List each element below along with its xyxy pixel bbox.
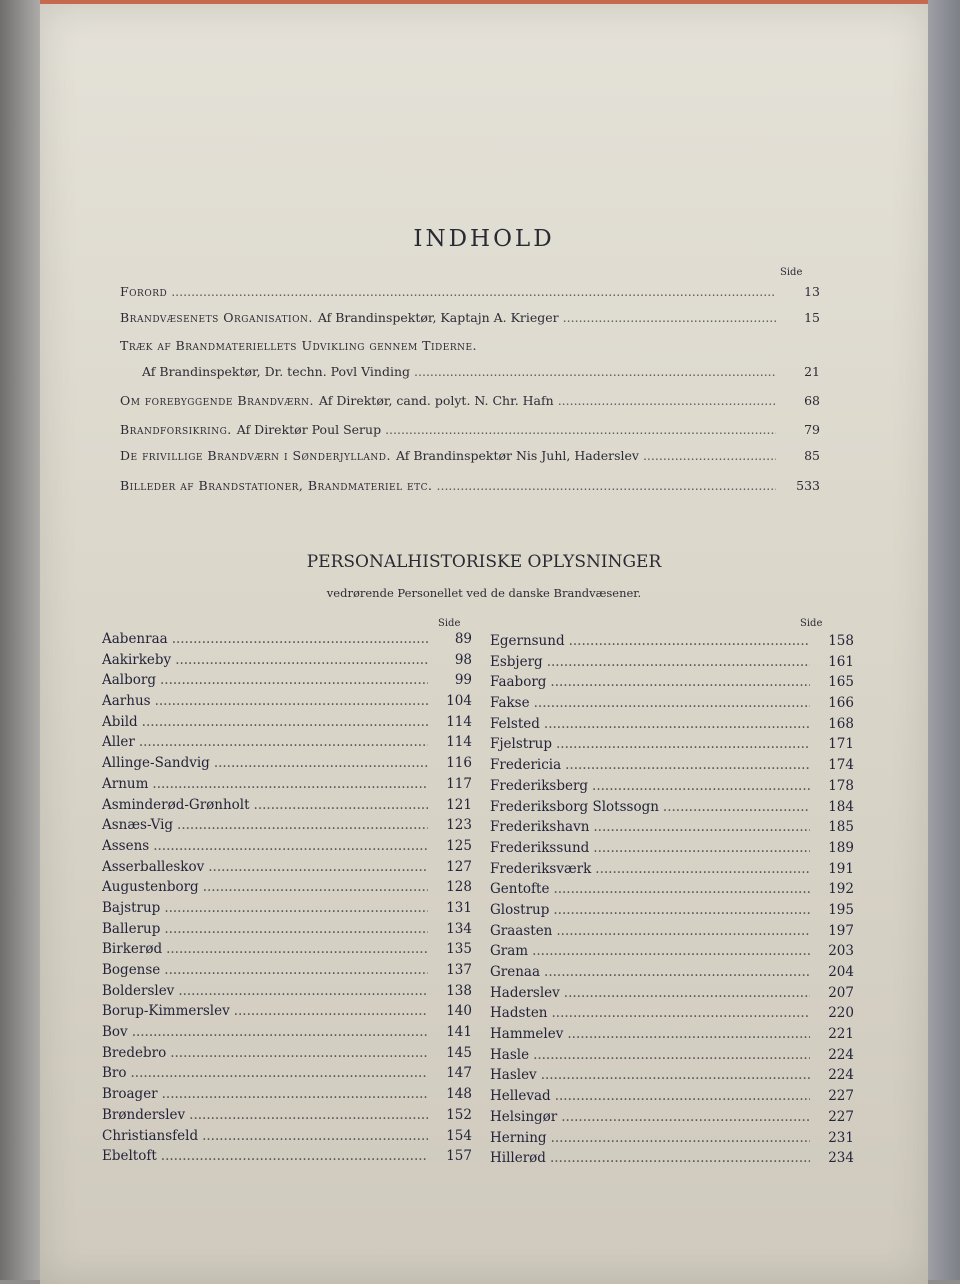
toc-entry-title: De frivillige Brandværn i Sønderjylland. — [120, 448, 391, 463]
leader-dots — [553, 881, 810, 897]
place-name: Faaborg — [490, 674, 547, 691]
index-row — [490, 633, 854, 654]
index-row — [490, 943, 854, 964]
index-row — [102, 631, 472, 652]
leader-dots — [203, 879, 428, 895]
place-name: Gentofte — [490, 881, 550, 898]
page-number: 207 — [828, 984, 854, 1001]
page-number: 114 — [446, 713, 472, 730]
index-row — [102, 879, 472, 900]
page-number: 128 — [446, 879, 472, 896]
leader-dots — [385, 422, 776, 437]
place-name: Fjelstrup — [490, 736, 553, 753]
page-number: 154 — [446, 1127, 472, 1144]
leader-dots — [132, 1024, 428, 1040]
place-name: Herning — [490, 1129, 547, 1146]
place-name: Aalborg — [102, 672, 156, 689]
toc-entry-author: Af Brandinspektør, Kaptajn A. Krieger — [317, 310, 559, 325]
page-number: 138 — [446, 982, 472, 999]
place-name: Helsingør — [490, 1108, 558, 1125]
index-row — [490, 985, 854, 1006]
place-name: Asminderød-Grønholt — [102, 796, 250, 813]
leader-dots — [189, 1107, 428, 1123]
book-page — [40, 0, 928, 1284]
index-row — [102, 693, 472, 714]
page-number: 234 — [828, 1150, 854, 1167]
toc-entry-author: Af Direktør Poul Serup — [236, 422, 382, 437]
section-subtitle: vedrørende Personellet ved de danske Brandvæsener. — [326, 586, 642, 600]
page-number: 152 — [446, 1106, 472, 1123]
index-row — [102, 776, 472, 797]
place-name: Bredebro — [102, 1044, 167, 1061]
place-name: Asserballeskov — [102, 858, 205, 875]
section-title: PERSONALHISTORISKE OPLYSNINGER — [306, 552, 662, 572]
page-number: 137 — [446, 962, 472, 978]
index-row — [490, 923, 854, 944]
page-number: 165 — [828, 674, 854, 691]
leader-dots — [544, 964, 810, 980]
page-number: 192 — [828, 881, 854, 898]
toc-entry — [120, 478, 820, 493]
place-name: Haslev — [490, 1067, 537, 1084]
index-row — [490, 778, 854, 799]
index-row — [102, 921, 472, 942]
place-name: Assens — [102, 837, 150, 854]
toc-entry — [120, 338, 820, 379]
place-name: Glostrup — [490, 901, 550, 918]
toc-side-label: Side — [780, 267, 803, 278]
toc-entry — [120, 448, 820, 463]
place-name: Frederikshavn — [490, 819, 590, 836]
leader-dots — [558, 393, 776, 408]
place-name: Fakse — [490, 695, 530, 712]
leader-dots — [208, 859, 428, 875]
index-row — [102, 900, 472, 921]
leader-dots — [534, 695, 810, 711]
page-number: 123 — [446, 817, 472, 834]
toc-entry-author: Af Brandinspektør, Dr. techn. Povl Vinding — [142, 364, 411, 379]
leader-dots — [563, 310, 776, 325]
place-name: Aarhus — [102, 693, 151, 710]
page-number: 184 — [828, 798, 854, 815]
page-number: 125 — [446, 837, 472, 854]
toc-entry-title: Om forebyggende Brandværn. — [120, 393, 314, 408]
index-row — [490, 861, 854, 882]
leader-dots — [663, 799, 810, 815]
right-side-label: Side — [800, 618, 823, 629]
leader-dots — [595, 861, 810, 877]
index-row — [490, 902, 854, 923]
index-row — [102, 962, 472, 983]
index-row — [490, 695, 854, 716]
page-number: 131 — [446, 899, 472, 916]
place-name: Aabenraa — [102, 631, 168, 647]
page-number: 89 — [454, 631, 472, 647]
page-number: 185 — [828, 819, 854, 836]
index-row — [102, 838, 472, 859]
leader-dots — [234, 1003, 428, 1019]
place-name: Hasle — [490, 1046, 530, 1063]
page-number: 158 — [828, 633, 854, 649]
toc-entry-page: 533 — [796, 478, 820, 493]
leader-dots — [550, 674, 810, 690]
leader-dots — [175, 652, 428, 668]
index-row — [102, 652, 472, 673]
leader-dots — [564, 985, 810, 1001]
toc-entry-title-line — [120, 338, 820, 353]
place-name: Frederiksværk — [490, 860, 592, 877]
index-row — [490, 1130, 854, 1151]
page-number: 117 — [446, 775, 472, 792]
page-number: 171 — [828, 736, 854, 753]
index-row — [490, 1047, 854, 1068]
leader-dots — [177, 817, 428, 833]
leader-dots — [437, 478, 777, 493]
leader-dots — [533, 1047, 810, 1063]
index-row — [102, 859, 472, 880]
leader-dots — [142, 714, 428, 730]
place-name: Frederiksborg Slotssogn — [490, 798, 659, 815]
place-name: Gram — [490, 943, 529, 960]
index-row — [102, 672, 472, 693]
place-name: Ballerup — [102, 920, 161, 937]
leader-dots — [569, 633, 810, 649]
index-row — [490, 1067, 854, 1088]
place-name: Hellevad — [490, 1088, 551, 1105]
leader-dots — [155, 693, 428, 709]
toc-entry-title: Billeder af Brandstationer, Brandmateriel etc. — [120, 478, 433, 493]
toc-entry-page: 15 — [804, 310, 820, 325]
place-name: Hammelev — [490, 1026, 564, 1043]
place-name: Borup-Kimmerslev — [102, 1003, 230, 1020]
leader-dots — [555, 1088, 810, 1104]
page-number: 220 — [828, 1005, 854, 1022]
background-left — [0, 0, 44, 1280]
index-row — [102, 1003, 472, 1024]
toc-entry-author: Af Brandinspektør Nis Juhl, Haderslev — [395, 448, 639, 463]
leader-dots — [202, 1128, 428, 1144]
page-number: 127 — [446, 858, 472, 875]
page-number: 116 — [446, 755, 472, 772]
leader-dots — [178, 983, 428, 999]
page-number: 197 — [828, 922, 854, 939]
leader-dots — [556, 923, 810, 939]
leader-dots — [565, 757, 810, 773]
place-name: Broager — [102, 1086, 158, 1103]
page-number: 231 — [828, 1129, 854, 1146]
leader-dots — [153, 838, 428, 854]
index-row — [102, 1086, 472, 1107]
page-number: 224 — [828, 1046, 854, 1063]
page-number: 191 — [828, 860, 854, 877]
leader-dots — [162, 1086, 428, 1102]
index-row — [490, 840, 854, 861]
toc-entry-page: 79 — [804, 422, 820, 437]
index-row — [102, 1045, 472, 1066]
leader-dots — [166, 941, 428, 957]
index-row — [102, 1107, 472, 1128]
index-row — [490, 1005, 854, 1026]
leader-dots — [172, 631, 428, 647]
page-number: 147 — [446, 1065, 472, 1082]
place-name: Ebeltoft — [102, 1148, 157, 1165]
page-number: 221 — [828, 1026, 854, 1043]
leader-dots — [164, 962, 428, 978]
page-number: 168 — [828, 715, 854, 732]
leader-dots — [552, 1005, 810, 1021]
leader-dots — [170, 1045, 428, 1061]
leader-dots — [139, 734, 428, 750]
place-name: Felsted — [490, 715, 540, 732]
page-number: 227 — [828, 1088, 854, 1105]
page-number: 189 — [828, 839, 854, 856]
page-number: 141 — [446, 1024, 472, 1041]
place-name: Abild — [102, 713, 138, 730]
index-row — [102, 817, 472, 838]
index-row — [490, 736, 854, 757]
index-row — [102, 755, 472, 776]
place-name: Aller — [102, 734, 135, 751]
place-name: Bro — [102, 1065, 127, 1082]
page-number: 195 — [828, 901, 854, 918]
leader-dots — [593, 819, 810, 835]
index-row — [490, 1088, 854, 1109]
index-row — [490, 881, 854, 902]
leader-dots — [556, 736, 810, 752]
page-number: 161 — [828, 653, 854, 670]
index-row — [490, 1026, 854, 1047]
place-name: Frederiksberg — [490, 777, 589, 794]
index-row — [490, 1109, 854, 1130]
left-side-label: Side — [438, 618, 461, 629]
right-index-column — [490, 633, 854, 1171]
index-row — [490, 799, 854, 820]
page-number: 157 — [446, 1148, 472, 1165]
leader-dots — [561, 1109, 810, 1125]
leader-dots — [214, 755, 428, 771]
index-row — [490, 716, 854, 737]
leader-dots — [567, 1026, 810, 1042]
place-name: Asnæs-Vig — [102, 817, 174, 834]
index-row — [490, 819, 854, 840]
page-number: 203 — [828, 943, 854, 960]
toc-entry-title: Brandvæsenets Organisation. — [120, 310, 313, 325]
place-name: Christiansfeld — [102, 1127, 199, 1144]
index-row — [490, 674, 854, 695]
page-number: 145 — [446, 1044, 472, 1061]
index-row — [102, 1065, 472, 1086]
leader-dots — [171, 284, 776, 299]
leader-dots — [532, 943, 810, 959]
index-row — [102, 983, 472, 1004]
toc-entry-title: Brandforsikring. — [120, 422, 232, 437]
leader-dots — [547, 654, 810, 670]
place-name: Arnum — [102, 775, 149, 792]
place-name: Haderslev — [490, 984, 560, 1001]
toc-entry-page: 21 — [804, 364, 820, 379]
toc-entry-title: Forord — [120, 284, 168, 299]
place-name: Hillerød — [490, 1150, 546, 1167]
page-number: 204 — [828, 964, 854, 980]
leader-dots — [553, 902, 810, 918]
leader-dots — [161, 1148, 428, 1164]
index-row — [102, 734, 472, 755]
leader-dots — [131, 1065, 428, 1081]
page-number: 227 — [828, 1108, 854, 1125]
toc-entry — [120, 422, 820, 437]
place-name: Bolderslev — [102, 982, 175, 999]
page-number: 99 — [454, 672, 472, 689]
place-name: Grenaa — [490, 964, 541, 980]
toc-entry-author: Af Direktør, cand. polyt. N. Chr. Hafn — [318, 393, 554, 408]
contents-title: INDHOLD — [413, 226, 555, 252]
page-number: 166 — [828, 695, 854, 712]
page-number: 178 — [828, 777, 854, 794]
toc-entry — [120, 310, 820, 325]
leader-dots — [541, 1067, 810, 1083]
index-row — [102, 1148, 472, 1169]
toc-entry — [120, 284, 820, 299]
page-number: 134 — [446, 920, 472, 937]
left-index-column — [102, 631, 472, 1169]
place-name: Bov — [102, 1024, 128, 1041]
toc-entry — [120, 393, 820, 408]
page-number: 114 — [446, 734, 472, 751]
leader-dots — [551, 1130, 810, 1146]
index-row — [102, 941, 472, 962]
place-name: Egernsund — [490, 633, 565, 649]
place-name: Fredericia — [490, 757, 562, 774]
page-number: 135 — [446, 941, 472, 958]
place-name: Birkerød — [102, 941, 163, 958]
place-name: Esbjerg — [490, 653, 543, 670]
index-row — [102, 714, 472, 735]
page-number: 98 — [454, 651, 472, 668]
page-number: 121 — [446, 796, 472, 813]
toc-entry-title: Træk af Brandmateriellets Udvikling gennem Tiderne. — [120, 338, 478, 353]
index-row — [490, 964, 854, 985]
toc-entry-page: 68 — [804, 393, 820, 408]
leader-dots — [152, 776, 428, 792]
leader-dots — [414, 364, 776, 379]
place-name: Brønderslev — [102, 1106, 186, 1123]
place-name: Graasten — [490, 922, 553, 939]
index-row — [490, 654, 854, 675]
index-row — [102, 1128, 472, 1149]
place-name: Augustenborg — [102, 879, 199, 896]
leader-dots — [164, 921, 428, 937]
index-row — [102, 1024, 472, 1045]
page-number: 174 — [828, 757, 854, 774]
page-number: 140 — [446, 1003, 472, 1020]
page-number: 148 — [446, 1086, 472, 1103]
place-name: Allinge-Sandvig — [102, 755, 210, 772]
leader-dots — [160, 672, 428, 688]
place-name: Bajstrup — [102, 899, 161, 916]
place-name: Hadsten — [490, 1005, 548, 1022]
index-row — [102, 797, 472, 818]
leader-dots — [550, 1150, 810, 1166]
leader-dots — [544, 716, 810, 732]
leader-dots — [643, 448, 776, 463]
index-row — [490, 757, 854, 778]
leader-dots — [593, 840, 810, 856]
leader-dots — [254, 797, 428, 813]
place-name: Aakirkeby — [102, 651, 172, 668]
page-number: 224 — [828, 1067, 854, 1084]
toc-entry-page: 85 — [804, 448, 820, 463]
toc-entry-page: 13 — [804, 284, 820, 299]
place-name: Frederikssund — [490, 839, 590, 856]
index-row — [490, 1150, 854, 1171]
leader-dots — [592, 778, 810, 794]
leader-dots — [164, 900, 428, 916]
place-name: Bogense — [102, 962, 161, 978]
page-number: 104 — [446, 693, 472, 710]
